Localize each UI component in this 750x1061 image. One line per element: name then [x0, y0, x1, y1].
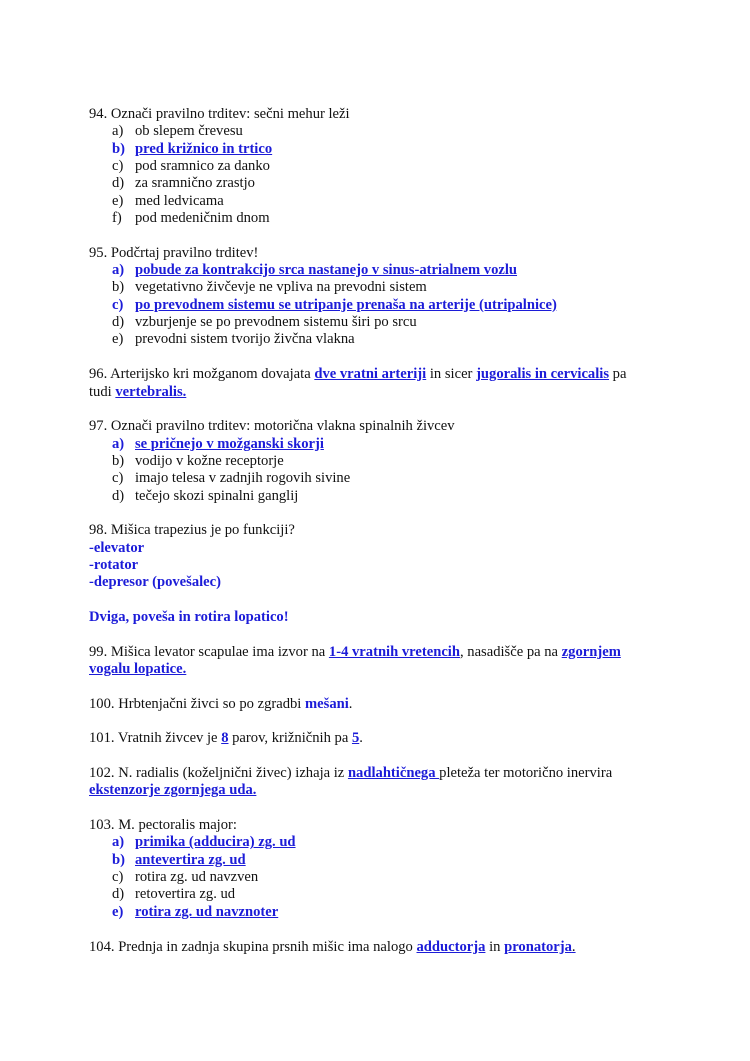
option-e [89, 331, 664, 348]
option-letter: e) [112, 903, 124, 920]
text: 101. Vratnih živcev je [89, 730, 222, 747]
question-104 [89, 939, 664, 956]
question-title: 95. Podčrtaj pravilno trditev! [89, 244, 259, 261]
option-text: rotira zg. ud navznoter [135, 903, 279, 920]
option-f [89, 210, 664, 227]
option-a-correct [89, 834, 664, 851]
option-text: med ledvicama [135, 192, 224, 209]
text: 99. Mišica levator scapulae ima izvor na [89, 643, 329, 660]
answer: -depresor (povešalec) [89, 574, 221, 591]
option-b-correct [89, 852, 664, 869]
text: . [359, 730, 363, 747]
option-letter: e) [112, 192, 124, 209]
option-letter: d) [112, 314, 125, 331]
option-letter: f) [112, 210, 122, 227]
answer: 5 [351, 730, 360, 747]
answer: -elevator [89, 539, 145, 556]
question-100 [89, 696, 664, 713]
document-page [89, 106, 664, 973]
answer: mešani [305, 695, 349, 712]
question-title: 97. Označi pravilno trditev: motorična vlakna spinalnih živcev [89, 418, 455, 435]
option-e-correct [89, 904, 664, 921]
text: . [571, 938, 576, 955]
answer: jugoralis in cervicalis [476, 366, 610, 383]
answer: adductorja [416, 938, 486, 955]
answer: vertebralis. [115, 383, 187, 400]
option-text: pred križnico in trtico [135, 140, 273, 157]
text: in sicer [426, 366, 477, 383]
answer: 1-4 vratnih vretencih [328, 643, 460, 660]
option-letter: a) [112, 435, 125, 452]
option-text: pod medeničnim dnom [135, 210, 270, 227]
text: 100. Hrbtenjačni živci so po zgradbi [89, 695, 306, 712]
option-letter: c) [112, 296, 124, 313]
option-letter: d) [112, 175, 125, 192]
option-text: imajo telesa v zadnjih rogovih sivine [135, 470, 351, 487]
option-text: prevodni sistem tvorijo živčna vlakna [135, 331, 355, 348]
question-94 [89, 106, 664, 227]
question-101 [89, 730, 664, 747]
answer: nadlahtičnega [347, 765, 440, 782]
option-b [89, 453, 664, 470]
option-text: vzburjenje se po prevodnem sistemu širi po srcu [135, 314, 417, 331]
option-d [89, 314, 664, 331]
option-d [89, 886, 664, 903]
question-102 [89, 765, 664, 800]
option-letter: a) [112, 262, 125, 279]
answer: zgornjem [561, 643, 621, 660]
text: parov, križničnih pa [228, 730, 352, 747]
question-title: 98. Mišica trapezius je po funkciji? [89, 522, 295, 539]
option-text: vodijo v kožne receptorje [135, 452, 284, 469]
option-letter: a) [112, 834, 125, 851]
answer: pronatorja [504, 938, 572, 955]
text: 96. Arterijsko kri možganom dovajata [89, 366, 315, 383]
text: . [348, 695, 353, 712]
option-letter: c) [112, 158, 124, 175]
question-99 [89, 644, 664, 679]
option-text: ob slepem črevesu [135, 123, 243, 140]
option-letter: d) [112, 886, 125, 903]
answer: -rotator [89, 556, 139, 573]
option-letter: a) [112, 123, 124, 140]
note-98: Dviga, poveša in rotira lopatico! [89, 608, 289, 625]
question-95 [89, 245, 664, 349]
answer: ekstenzorje zgornjega uda. [89, 782, 257, 799]
option-c [89, 158, 664, 175]
answer: dve vratni arteriji [314, 366, 427, 383]
text: pa [609, 366, 627, 383]
question-title: 103. M. pectoralis major: [89, 817, 237, 834]
option-c [89, 470, 664, 487]
option-letter: c) [112, 869, 124, 886]
answer: 8 [221, 730, 229, 747]
option-text: se pričnejo v možganski skorji [135, 435, 324, 452]
text: 102. N. radialis (koželjnični živec) izhaja iz [89, 765, 348, 782]
option-b-correct [89, 141, 664, 158]
option-text: vegetativno živčevje ne vpliva na prevodni sistem [135, 279, 427, 296]
option-c-correct [89, 297, 664, 314]
question-96 [89, 366, 664, 401]
option-letter: e) [112, 331, 124, 348]
option-c [89, 869, 664, 886]
option-letter: d) [112, 487, 125, 504]
option-b [89, 279, 664, 296]
option-a-correct [89, 436, 664, 453]
option-letter: b) [112, 851, 125, 868]
option-text: po prevodnem sistemu se utripanje prenaša na arterije (utripalnice) [135, 296, 557, 313]
text: , nasadišče pa na [459, 643, 562, 660]
option-text: pod sramnico za danko [135, 158, 270, 175]
option-text: rotira zg. ud navzven [135, 869, 259, 886]
option-letter: c) [112, 470, 124, 487]
text: 104. Prednja in zadnja skupina prsnih mišic ima nalogo [89, 938, 417, 955]
option-letter: b) [112, 279, 125, 296]
option-e [89, 193, 664, 210]
option-text: za sramnično zrastjo [135, 175, 255, 192]
option-text: pobude za kontrakcijo srca nastanejo v sinus-atrialnem vozlu [135, 262, 518, 279]
question-103 [89, 817, 664, 921]
option-a-correct [89, 262, 664, 279]
option-text: tečejo skozi spinalni ganglij [135, 487, 299, 504]
option-letter: b) [112, 452, 125, 469]
question-98 [89, 522, 664, 591]
option-d [89, 488, 664, 505]
option-text: retovertira zg. ud [135, 886, 236, 903]
option-a [89, 123, 664, 140]
text: in [485, 938, 505, 955]
text: pleteža ter motorično inervira [439, 765, 613, 782]
text: tudi [89, 383, 116, 400]
option-d [89, 175, 664, 192]
answer: vogalu lopatice. [89, 661, 187, 677]
question-97 [89, 418, 664, 505]
option-text: primika (adducira) zg. ud [135, 834, 296, 851]
option-text: antevertira zg. ud [135, 851, 246, 868]
question-title: 94. Označi pravilno trditev: sečni mehur leži [89, 106, 350, 122]
option-letter: b) [112, 140, 125, 157]
